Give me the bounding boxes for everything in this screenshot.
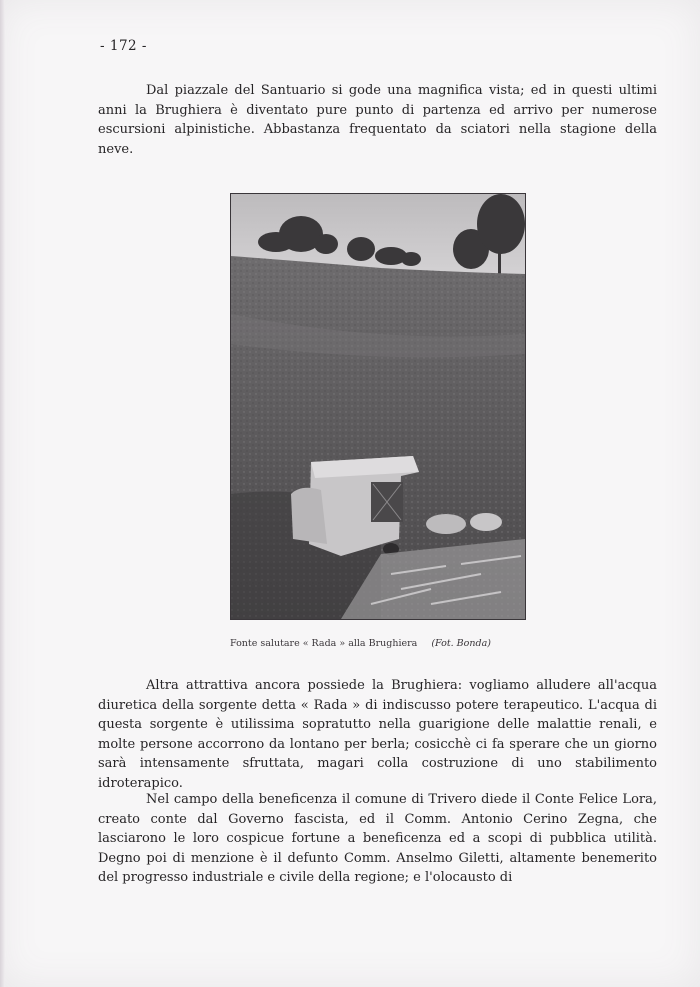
paragraph-santuario-view: Dal piazzale del Santuario si gode una magnifica vista; ed in questi ultimi anni la Brughiera è diventato pure punto di partenza ed arrivo per numerose escursioni alpinistiche. Abbastanza frequentato da sciatori nella stagione della neve. <box>98 83 657 157</box>
photo-fonte-rada <box>230 193 526 620</box>
page-spine-shadow <box>0 0 5 987</box>
photo-credit: (Fot. Bonda) <box>431 638 491 649</box>
paragraph-beneficenza: Nel campo della beneficenza il comune di Trivero diede il Conte Felice Lora, creato conte dal Governo fascista, ed il Comm. Antonio Cerino Zegna, che lasciarono le loro cospicue fortune a beneficenza ed a scopi di pubblica utilità. Degno poi di menzione è il defunto Comm. Anselmo Giletti, altamente benemerito del progresso industriale e civile della regione; e l'olocausto di <box>98 792 657 886</box>
page-number: - 172 - <box>100 38 147 54</box>
paragraph-rada-spring: Altra attrattiva ancora possiede la Brughiera: vogliamo alludere all'acqua diuretica della sorgente detta « Rada » di indiscusso potere terapeutico. L'acqua di questa sorgente è utilissima sopratutto nella guarigione delle malattie renali, e molte persone accorrono da lontano per berla; cosicchè ci fa sperare che un giorno sarà intensamente sfruttata, magari colla costruzione di uno stabilimento idroterapico. <box>98 678 657 791</box>
caption-text: Fonte salutare « Rada » alla Brughiera <box>230 638 418 649</box>
figure-caption <box>230 638 570 649</box>
